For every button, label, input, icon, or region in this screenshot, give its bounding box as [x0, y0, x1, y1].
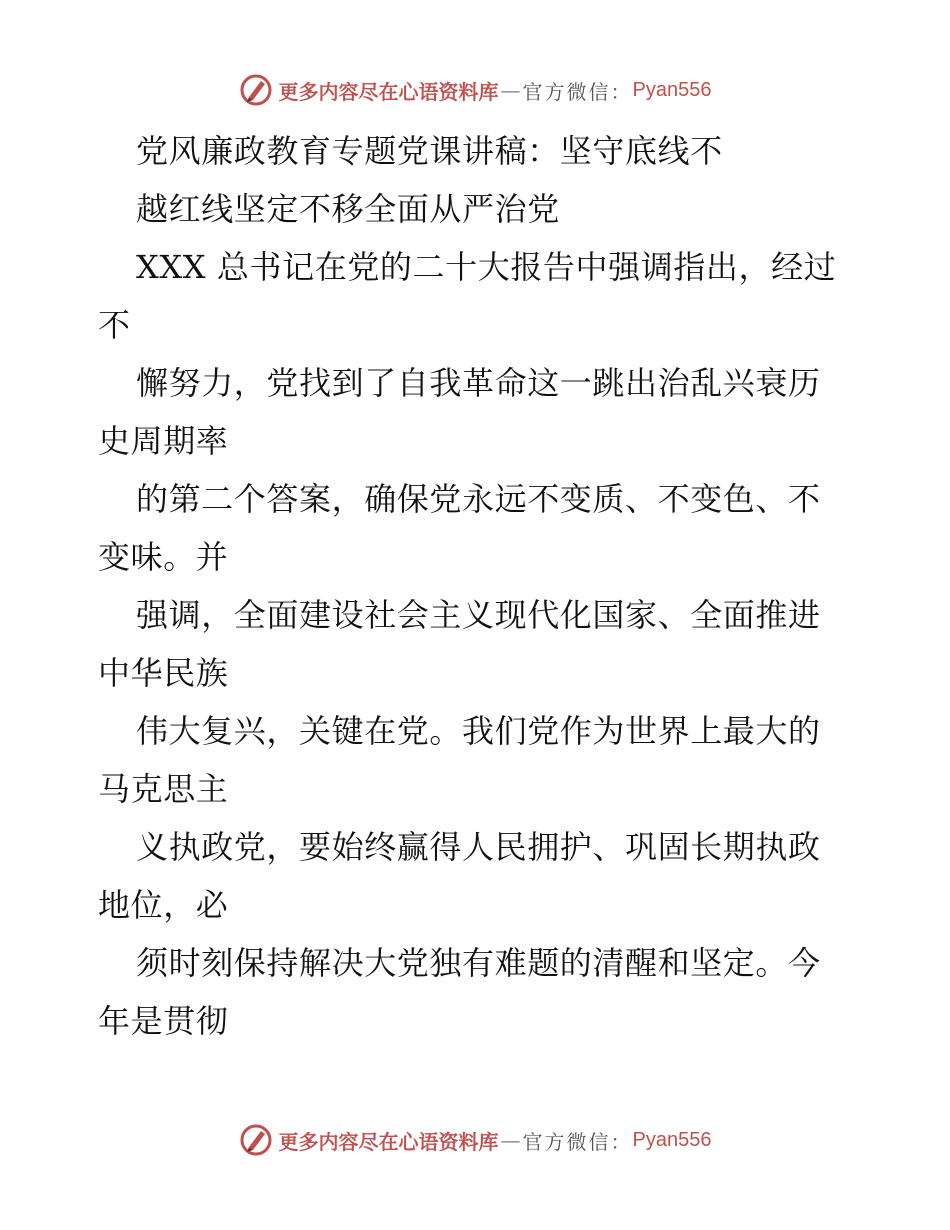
pen-logo-icon — [239, 1123, 273, 1157]
text-line: 的第二个答案，确保党永远不变质、不变色、不 — [136, 480, 821, 518]
text-line: 义执政党，要始终赢得人民拥护、巩固长期执政 — [136, 828, 821, 866]
text-line: 党风廉政教育专题党课讲稿：坚守底线不 — [136, 132, 723, 170]
text-line: 中华民族 — [98, 654, 229, 692]
contact-id: Pyan556 — [632, 1128, 712, 1151]
footer-banner — [0, 1120, 950, 1160]
document-body — [98, 122, 858, 1050]
text-line: 马克思主 — [98, 770, 229, 808]
pen-logo-icon — [239, 73, 273, 107]
header-banner — [0, 70, 950, 110]
text-line: 伟大复兴，关键在党。我们党作为世界上最大的 — [136, 712, 821, 750]
text-line: 年是贯彻 — [98, 1002, 229, 1040]
text-line: 史周期率 — [98, 422, 229, 460]
text-line: 地位，必 — [98, 886, 229, 924]
text-line: 强调，全面建设社会主义现代化国家、全面推进 — [136, 596, 821, 634]
text-line: 变味。并 — [98, 538, 229, 576]
text-line: 懈努力，党找到了自我革命这一跳出治乱兴衰历 — [136, 364, 821, 402]
banner-dash: — — [500, 1128, 521, 1152]
text-line: 不 — [98, 306, 131, 344]
text-line: 越红线坚定不移全面从严治党 — [136, 190, 560, 228]
contact-id: Pyan556 — [632, 78, 712, 101]
contact-label: 官方微信： — [522, 1129, 633, 1154]
text-line: 须时刻保持解决大党独有难题的清醒和坚定。今 — [136, 944, 821, 982]
contact-label: 官方微信： — [522, 79, 633, 104]
text-line: XXX 总书记在党的二十大报告中强调指出，经过 — [136, 248, 837, 286]
site-name: 更多内容尽在心语资料库 — [278, 79, 499, 104]
banner-dash: — — [500, 78, 521, 102]
site-name: 更多内容尽在心语资料库 — [278, 1129, 499, 1154]
